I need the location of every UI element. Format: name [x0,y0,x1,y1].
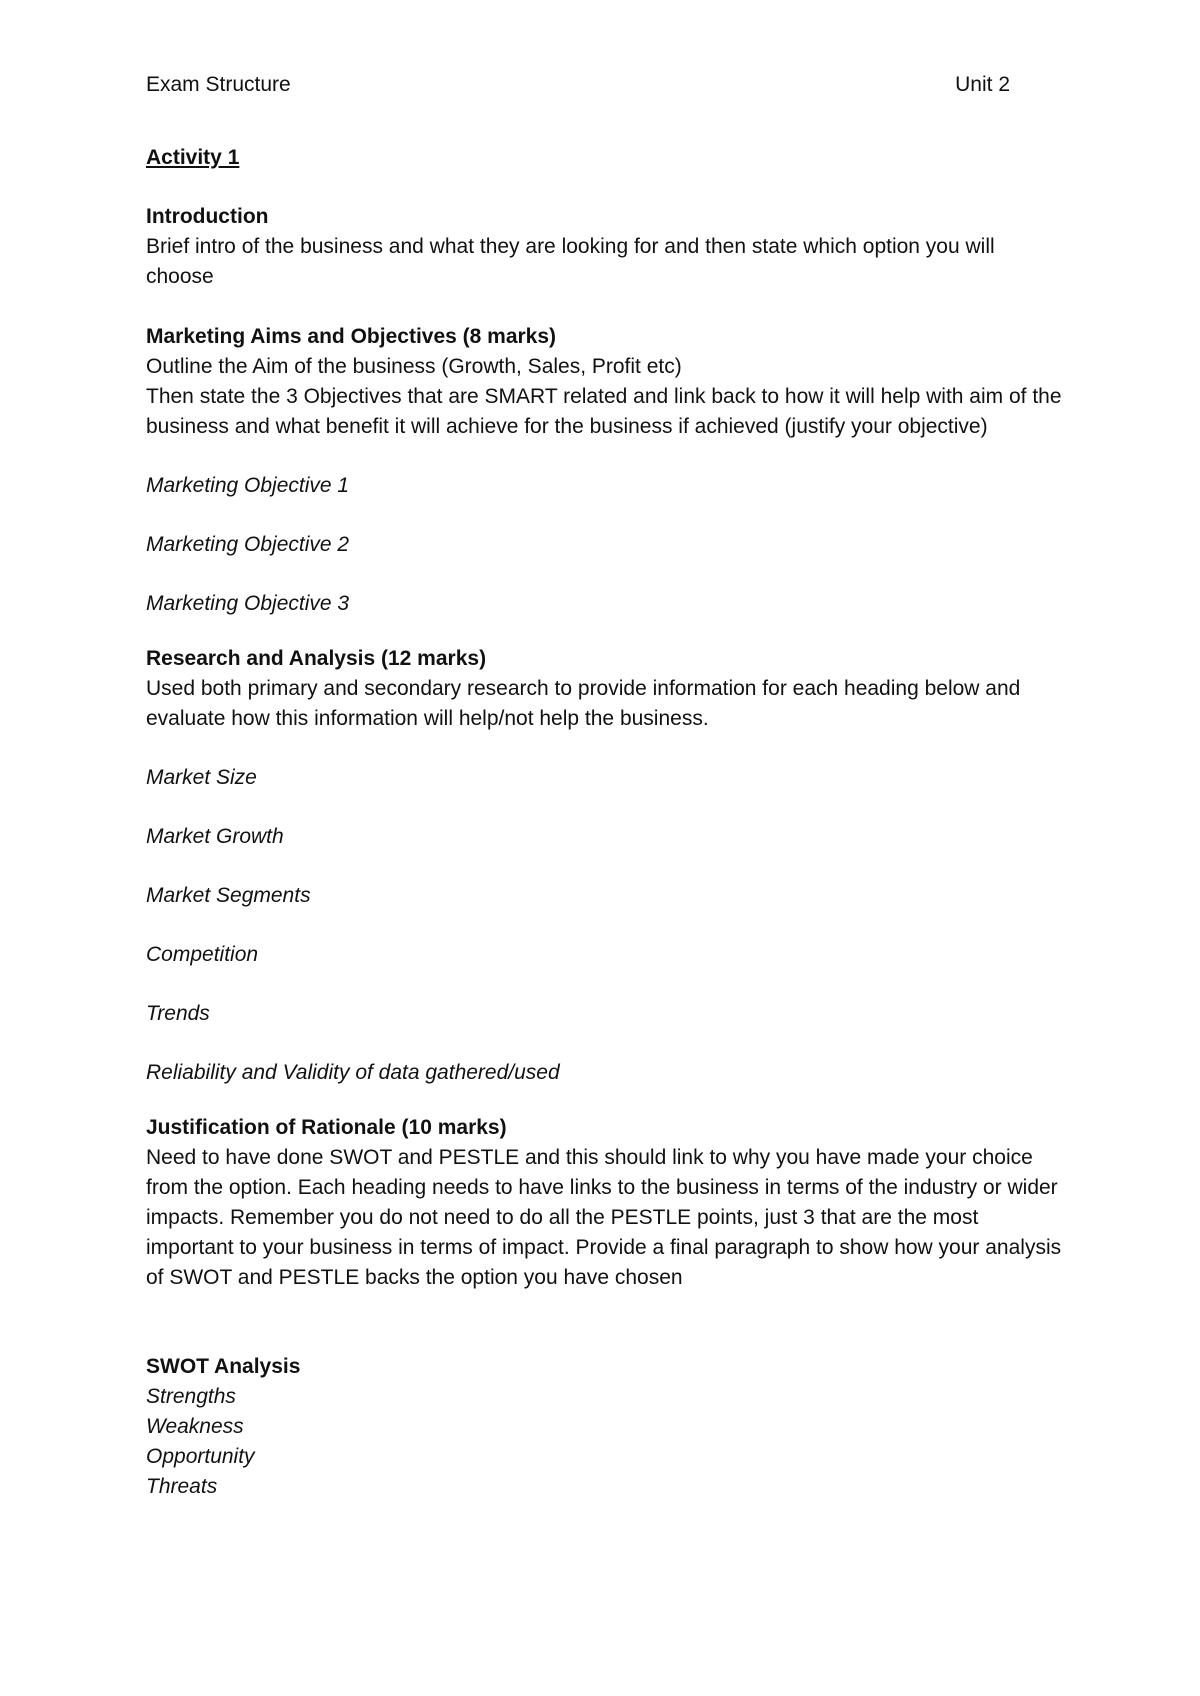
swot-heading: SWOT Analysis [146,1355,301,1378]
research-item-market-segments: Market Segments [146,884,311,907]
introduction-text: Brief intro of the business and what they are looking for and then state which option you will choose [146,235,995,288]
research-heading: Research and Analysis (12 marks) [146,647,487,670]
swot-item-threats: Threats [146,1475,218,1498]
justification-heading: Justification of Rationale (10 marks) [146,1116,507,1139]
research-item-market-growth: Market Growth [146,825,284,848]
marketing-objective-1: Marketing Objective 1 [146,474,350,497]
research-text: Used both primary and secondary research to provide information for each heading below and evaluate how this information will help/not help the business. [146,677,1021,730]
page-header [146,70,1010,100]
research-item-competition: Competition [146,943,259,966]
research-item-market-size: Market Size [146,766,257,789]
swot-item-strengths: Strengths [146,1385,236,1408]
research-item-trends: Trends [146,1002,210,1025]
swot-item-opportunity: Opportunity [146,1445,255,1468]
marketing-aims-line-1: Outline the Aim of the business (Growth, Sales, Profit etc) [146,355,682,378]
swot-item-weakness: Weakness [146,1415,244,1438]
marketing-aims-line-2: Then state the 3 Objectives that are SMART related and link back to how it will help with aim of the business and what benefit it will achieve for the business if achieved (justify your objective) [146,385,1062,438]
justification-text: Need to have done SWOT and PESTLE and this should link to why you have made your choice from the option. Each heading needs to have links to the business in terms of the industry or wider impacts. Remember you do not need to do all the PESTLE points, just 3 that are the most important to your business in terms of impact. Provide a final paragraph to show how your analysis of SWOT and PESTLE backs the option you have chosen [146,1146,1062,1289]
research-item-reliability: Reliability and Validity of data gathered/used [146,1061,560,1084]
document-content [146,70,1066,1502]
introduction-heading: Introduction [146,205,269,228]
header-title: Exam Structure [146,73,291,96]
activity-title: Activity 1 [146,146,240,169]
marketing-objective-2: Marketing Objective 2 [146,533,350,556]
marketing-aims-heading: Marketing Aims and Objectives (8 marks) [146,325,557,348]
header-unit: Unit 2 [955,73,1010,96]
marketing-objective-3: Marketing Objective 3 [146,592,350,615]
